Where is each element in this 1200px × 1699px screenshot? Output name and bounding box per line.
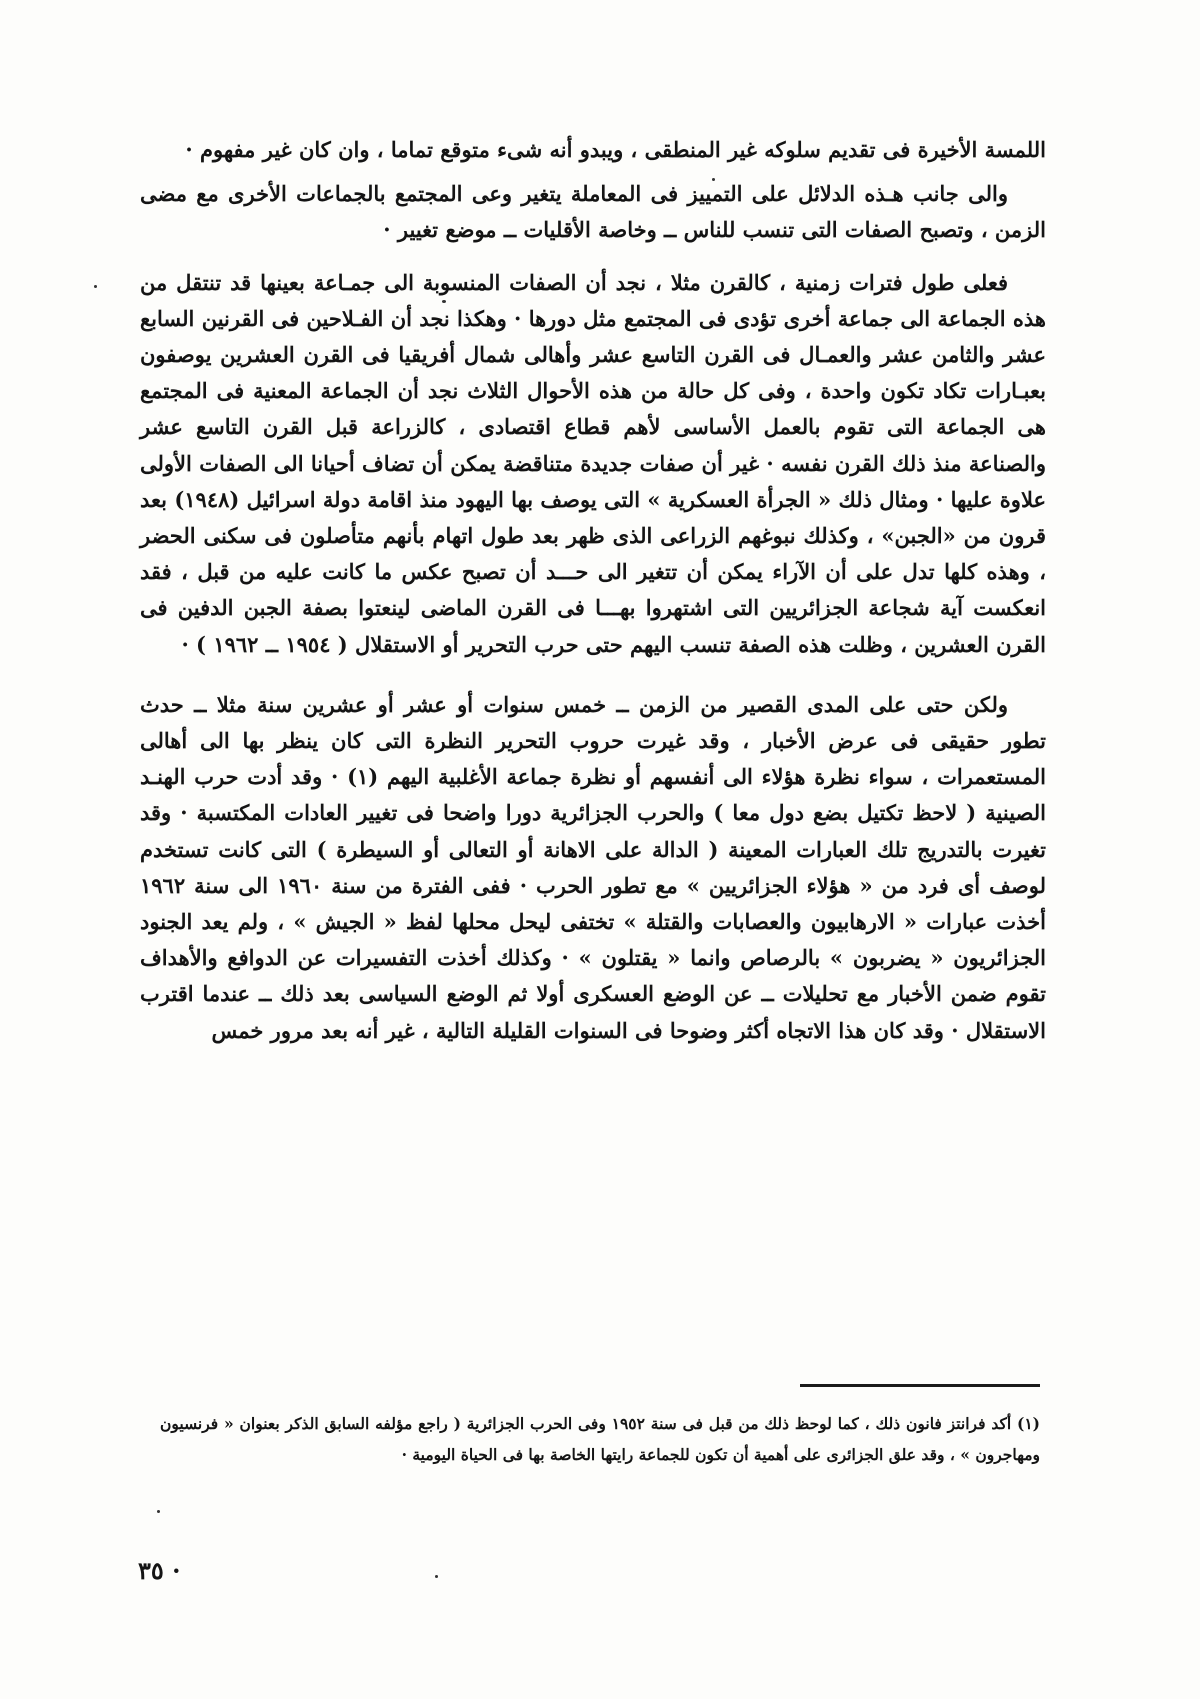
scan-speck xyxy=(157,1510,160,1513)
paragraph-4: ولكن حتى على المدى القصير من الزمن ــ خمس سنوات أو عشر أو عشرين سنة مثلا ــ حدث تطور حقيقى فى عرض الأخبار ، وقد غيرت حروب التحرير النظرة التى كان ينظر بها الى أهالى المستعمرات ، سواء نظرة هؤلاء الى أنفسهم أو نظرة جماعة الأغلبية اليهم (١) · وقد أدت حرب الهنـد الصينية ( لاحظ تكتيل بضع دول معا ) والحرب الجزائرية دورا واضحا فى تغيير العادات المكتسبة · وقد تغيرت بالتدريج تلك العبارات المعينة ( الدالة على الاهانة أو التعالى أو السيطرة ) التى كانت تستخدم لوصف أى فرد من « هؤلاء الجزائريين » مع تطور الحرب · ففى الفترة من سنة ١٩٦٠ الى سنة ١٩٦٢ أخذت عبارات « الارهابيون والعصابات والقتلة » تختفى ليحل محلها لفظ « الجيش » ، ولم يعد الجنود الجزائريون « يضربون » بالرصاص وانما « يقتلون » · وكذلك أخذت التفسيرات عن الدوافع والأهداف تقوم ضمن الأخبار مع تحليلات ــ عن الوضع العسكرى أولا ثم الوضع السياسى بعد ذلك ــ عندما اقترب الاستقلال · وقد كان هذا الاتجاه أكثر وضوحا فى السنوات القليلة التالية ، غير أنه بعد مرور خمس xyxy=(140,691,1046,1043)
paragraph-1: اللمسة الأخيرة فى تقديم سلوكه غير المنطقى ، ويبدو أنه شىء متوقع تماما ، وان كان غير مفهوم · xyxy=(185,137,1046,162)
body-text xyxy=(140,132,1046,1049)
footnote-separator xyxy=(800,1384,1040,1387)
paragraph-3: فعلى طول فترات زمنية ، كالقرن مثلا ، نجد أن الصفات المنسوبة الى جمـاعة بعينها قد تنتقل من هذه الجماعة الى جماعة أخرى تؤدى فى المجتمع مثل دورها · وهكذا نجد أن الفـلاحين فى القرنين السابع عشر والثامن عشر والعمـال فى القرن التاسع عشر وأهالى شمال أفريقيا فى القرن العشرين يوصفون بعبـارات تكاد تكون واحدة ، وفى كل حالة من هذه الأحوال الثلاث نجد أن الجماعة المعنية فى المجتمع هى الجماعة التى تقوم بالعمل الأساسى لأهم قطاع اقتصادى ، كالزراعة قبل القرن التاسع عشر والصناعة منذ ذلك القرن نفسه · غير أن صفات جديدة متناقضة يمكن أن تضاف أحيانا الى الصفات الأولى علاوة عليها · ومثال ذلك « الجرأة العسكرية » التى يوصف بها اليهود منذ اقامة دولة اسرائيل (١٩٤٨) بعد قرون من «الجبن» ، وكذلك نبوغهم الزراعى الذى ظهر بعد طول اتهام بأنهم متأصلون فى سكنى الحضر ، وهذه كلها تدل على أن الآراء يمكن أن تتغير الى حـــد أن تصبح عكس ما كانت عليه من قبل ، فقد انعكست آية شجاعة الجزائريين التى اشتهروا بهـــا فى القرن الماضى لينعتوا بصفة الجبن الدفين فى القرن العشرين ، وظلت هذه الصفة تنسب اليهم حتى حرب التحرير أو الاستقلال ( ١٩٥٤ ــ ١٩٦٢ ) · xyxy=(140,269,1047,657)
page-number: · ٣٥ xyxy=(138,1556,181,1585)
footnotes xyxy=(160,1408,1040,1470)
scan-speck xyxy=(94,285,97,288)
scan-speck xyxy=(435,1575,438,1578)
scan-speck xyxy=(442,300,446,303)
scan-speck xyxy=(712,178,715,181)
paragraph-2: والى جانب هـذه الدلائل على التمييز فى المعاملة يتغير وعى المجتمع بالجماعات الأخرى مع مضى الزمن ، وتصبح الصفات التى تنسب للناس ــ وخاصة الأقليات ــ موضع تغيير · xyxy=(140,181,1046,243)
footnote-1: (١) أكد فرانتز فانون ذلك ، كما لوحظ ذلك من قبل فى سنة ١٩٥٢ وفى الحرب الجزائرية ( راجع مؤلفه السابق الذكر بعنوان « فرنسيون ومهاجرون » ، وقد علق الجزائرى على أهمية أن تكون للجماعة رايتها الخاصة بها فى الحياة اليومية · xyxy=(160,1414,1040,1464)
